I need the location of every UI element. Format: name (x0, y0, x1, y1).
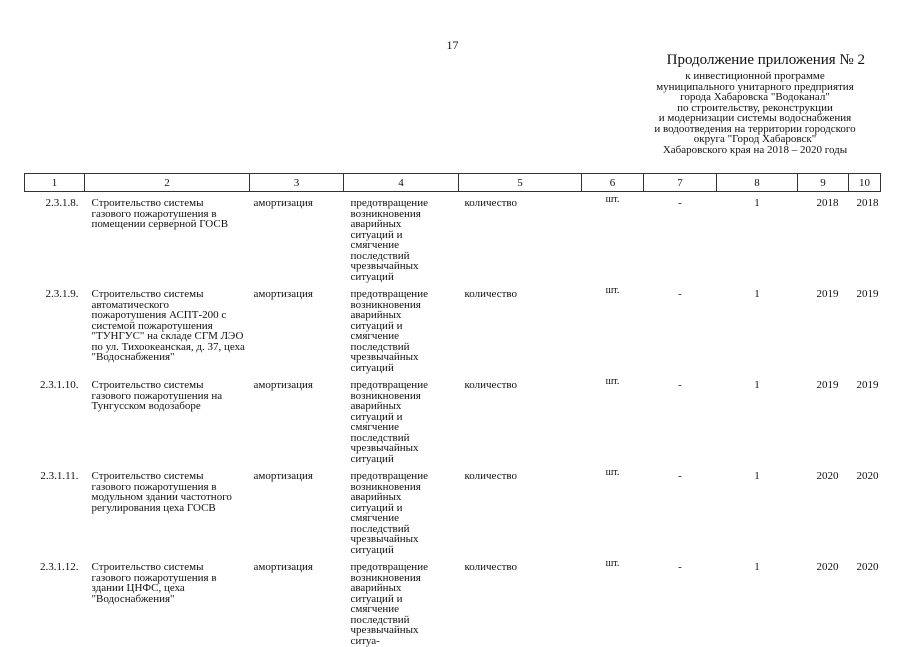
item-name: Строительство системы газового пожаротушения в помещении серверной ГОСВ (91, 197, 229, 230)
item-name: Строительство системы газового пожаротушения на Тунгусском водозаборе (91, 379, 223, 412)
year-end: 2019 (856, 379, 879, 391)
column-header: 1 (25, 174, 85, 192)
subtitle-line: муниципального унитарного предприятия (656, 80, 854, 93)
page-number: 17 (446, 38, 459, 52)
column-header: 8 (717, 174, 798, 192)
value-col7: - (678, 561, 682, 573)
indicator: количество (464, 288, 518, 300)
year-end: 2019 (856, 288, 879, 300)
value-col8: 1 (754, 197, 760, 209)
subtitle-line: Хабаровского края на 2018 – 2020 годы (662, 143, 848, 156)
column-header: 7 (644, 174, 717, 192)
funding-source: амортизация (253, 561, 313, 573)
item-goal: предотвращение возникновения аварийных ситуаций и смягчение последствий чрезвычайных ситуаций (350, 379, 428, 465)
value-col7: - (678, 197, 682, 209)
unit: шт. (605, 285, 620, 296)
funding-source: амортизация (253, 470, 313, 482)
funding-source: амортизация (253, 288, 313, 300)
indicator: количество (464, 470, 518, 482)
year-start: 2018 (816, 197, 839, 209)
investment-program-table (24, 173, 881, 646)
year-start: 2020 (816, 470, 839, 482)
subtitle-line: по строительству, реконструкции (677, 101, 833, 114)
value-col7: - (678, 288, 682, 300)
value-col8: 1 (754, 379, 760, 391)
column-header: 4 (344, 174, 459, 192)
column-header: 5 (459, 174, 582, 192)
unit: шт. (605, 467, 620, 478)
item-goal: предотвращение возникновения аварийных ситуаций и смягчение последствий чрезвычайных ситуа- (350, 561, 428, 647)
column-header: 2 (85, 174, 250, 192)
value-col7: - (678, 379, 682, 391)
indicator: количество (464, 379, 518, 391)
item-goal: предотвращение возникновения аварийных ситуаций и смягчение последствий чрезвычайных ситуаций (350, 288, 428, 374)
year-start: 2019 (816, 288, 839, 300)
year-end: 2018 (856, 197, 879, 209)
year-end: 2020 (856, 470, 879, 482)
funding-source: амортизация (253, 379, 313, 391)
unit: шт. (605, 376, 620, 387)
year-start: 2020 (816, 561, 839, 573)
table-row (25, 282, 881, 373)
item-number: 2.3.1.10. (40, 379, 79, 391)
subtitle-line: и водоотведения на территории городского (654, 122, 856, 135)
table-header-row (25, 174, 881, 192)
appendix-continuation-title: Продолжение приложения № 2 (666, 52, 865, 68)
item-name: Строительство системы газового пожаротушения в здании ЦНФС, цеха "Водоснабжения" (91, 561, 217, 605)
item-goal: предотвращение возникновения аварийных ситуаций и смягчение последствий чрезвычайных ситуаций (350, 470, 428, 556)
funding-source: амортизация (253, 197, 313, 209)
table-row (25, 373, 881, 464)
item-number: 2.3.1.9. (45, 288, 79, 300)
table-row (25, 464, 881, 555)
item-goal: предотвращение возникновения аварийных ситуаций и смягчение последствий чрезвычайных ситуаций (350, 197, 428, 283)
item-name: Строительство системы газового пожаротушения в модульном здании частотного регулирования цеха ГОСВ (91, 470, 232, 514)
value-col8: 1 (754, 561, 760, 573)
year-start: 2019 (816, 379, 839, 391)
item-number: 2.3.1.11. (40, 470, 79, 482)
table-row (25, 555, 881, 646)
value-col8: 1 (754, 288, 760, 300)
appendix-subtitle (625, 71, 885, 155)
unit: шт. (605, 194, 620, 205)
column-header: 3 (250, 174, 344, 192)
value-col8: 1 (754, 470, 760, 482)
table-row (25, 192, 881, 283)
column-header: 9 (798, 174, 849, 192)
column-header: 10 (849, 174, 881, 192)
subtitle-line: округа "Город Хабаровск" (693, 133, 817, 145)
item-number: 2.3.1.12. (40, 561, 79, 573)
item-name: Строительство системы автоматического пожаротушения АСПТ-200 с системой пожаротушения "ТУНГУС" на складе СГМ ЛЭО по ул. Тихоокеанская, д. 37, цеха "Водоснабжения" (91, 288, 245, 363)
value-col7: - (678, 470, 682, 482)
indicator: количество (464, 197, 518, 209)
unit: шт. (605, 558, 620, 569)
indicator: количество (464, 561, 518, 573)
subtitle-line: города Хабаровска "Водоканал" (680, 91, 830, 103)
subtitle-line: и модернизации системы водоснабжения (658, 112, 852, 124)
column-header: 6 (582, 174, 644, 192)
subtitle-line: к инвестиционной программе (685, 70, 825, 82)
year-end: 2020 (856, 561, 879, 573)
item-number: 2.3.1.8. (45, 197, 79, 209)
